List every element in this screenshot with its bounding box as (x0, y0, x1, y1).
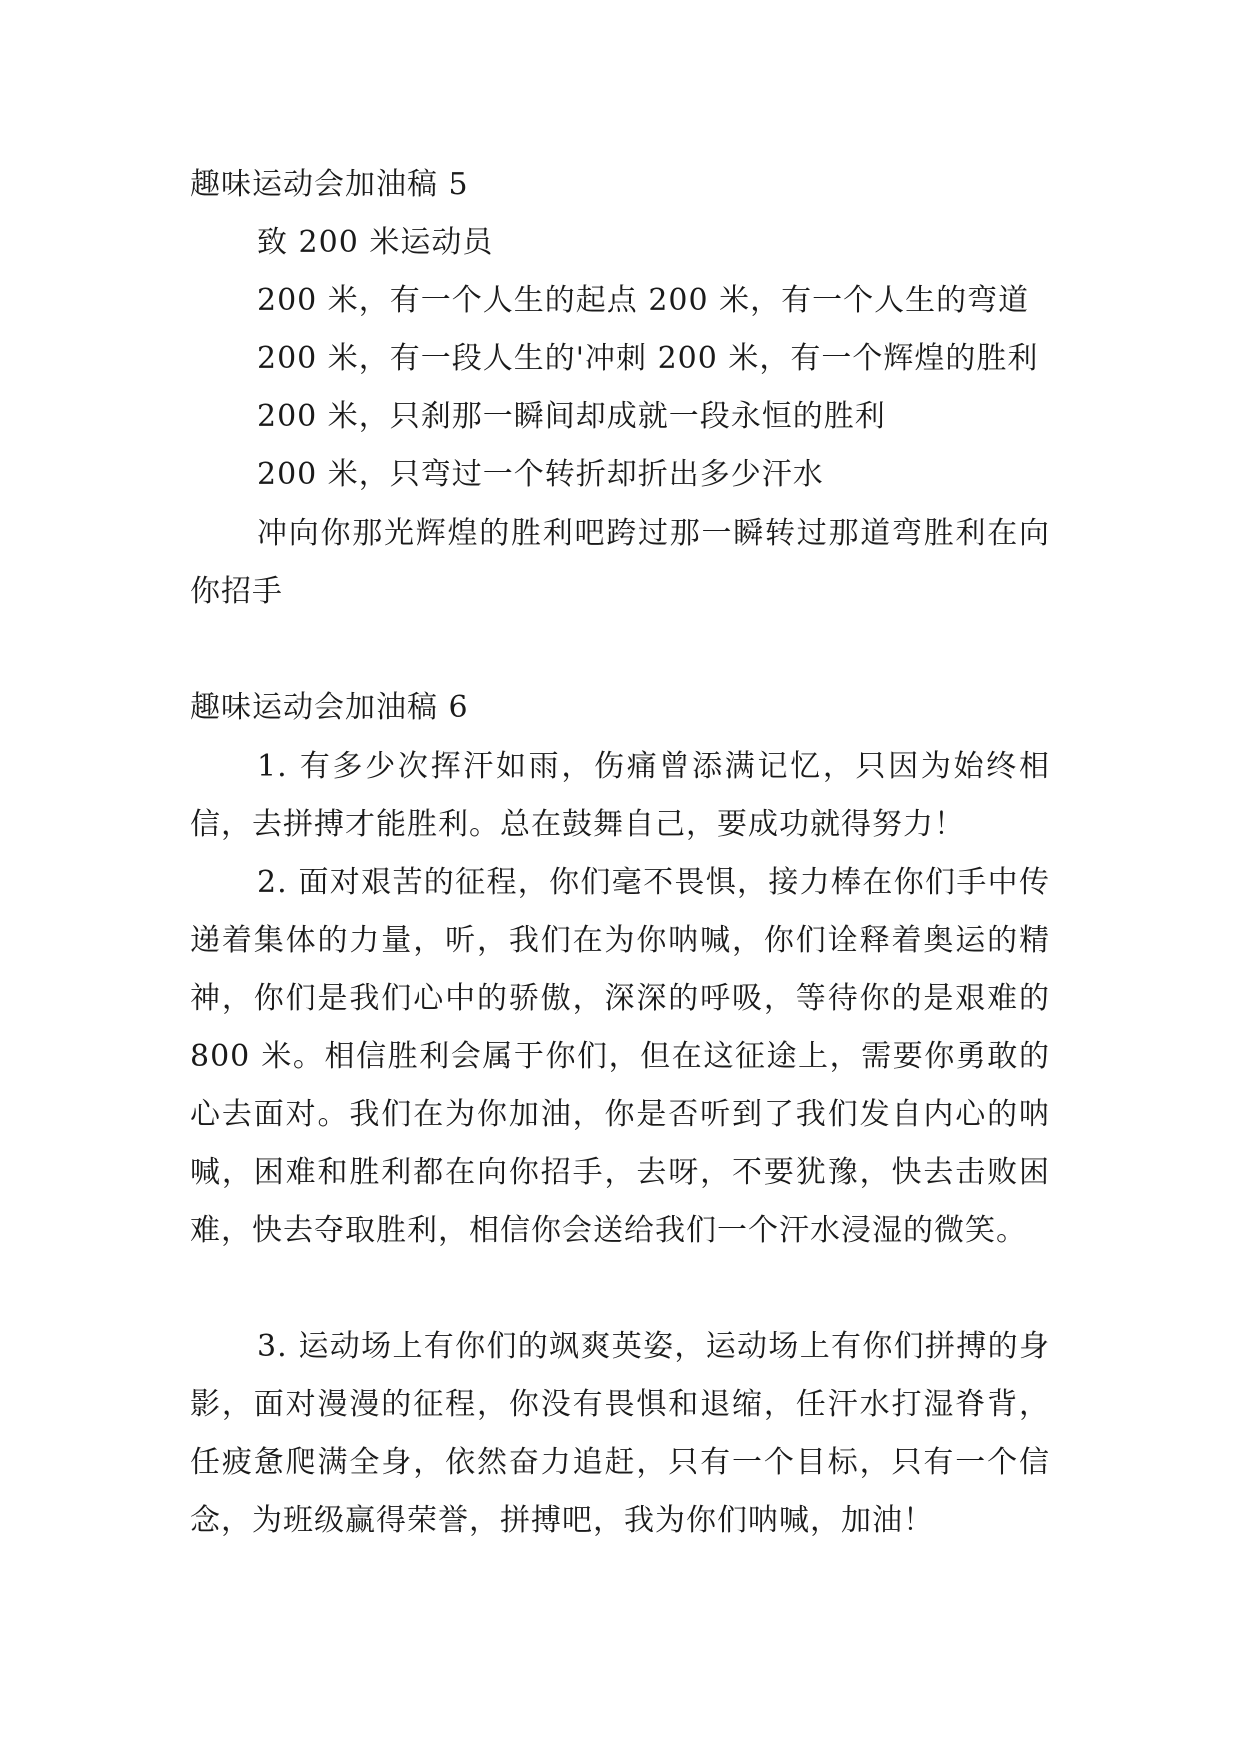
section5-line-2: 200 米，有一段人生的'冲刺 200 米，有一个辉煌的胜利 (257, 341, 1039, 376)
section6-paragraph-2: 2. 面对艰苦的征程，你们毫不畏惧，接力棒在你们手中传递着集体的力量，听，我们在为你呐喊，你们诠释着奥运的精神，你们是我们心中的骄傲，深深的呼吸，等待你的是艰难的 800 米。相信胜利会属于你们，但在这征途上，需要你勇敢的心去面对。我们在为你加油，你是否听到了我们发自内心的呐喊，困难和胜利都在向你招手，去呀，不要犹豫，快去击败困难，快去夺取胜利，相信你会送给我们一个汗水浸湿的微笑。 (190, 865, 1050, 1248)
section6-paragraph-1: 1. 有多少次挥汗如雨，伤痛曾添满记忆，只因为始终相信，去拼搏才能胜利。总在鼓舞自己，要成功就得努力！ (190, 749, 1050, 842)
section6-title: 趣味运动会加油稿 6 (190, 690, 469, 725)
section5-title: 趣味运动会加油稿 5 (190, 167, 469, 202)
section5-closing: 冲向你那光辉煌的胜利吧跨过那一瞬转过那道弯胜利在向你招手 (190, 516, 1050, 609)
section6-paragraph-3: 3. 运动场上有你们的飒爽英姿，运动场上有你们拼搏的身影，面对漫漫的征程，你没有畏惧和退缩，任汗水打湿脊背，任疲惫爬满全身，依然奋力追赶，只有一个目标，只有一个信念，为班级赢得荣誉，拼搏吧，我为你们呐喊，加油！ (190, 1329, 1050, 1538)
section5-line-3: 200 米，只刹那一瞬间却成就一段永恒的胜利 (257, 399, 886, 434)
section5-line-1: 200 米，有一个人生的起点 200 米，有一个人生的弯道 (257, 283, 1030, 318)
section5-line-4: 200 米，只弯过一个转折却折出多少汗水 (257, 457, 824, 492)
section5-subtitle: 致 200 米运动员 (257, 225, 494, 260)
